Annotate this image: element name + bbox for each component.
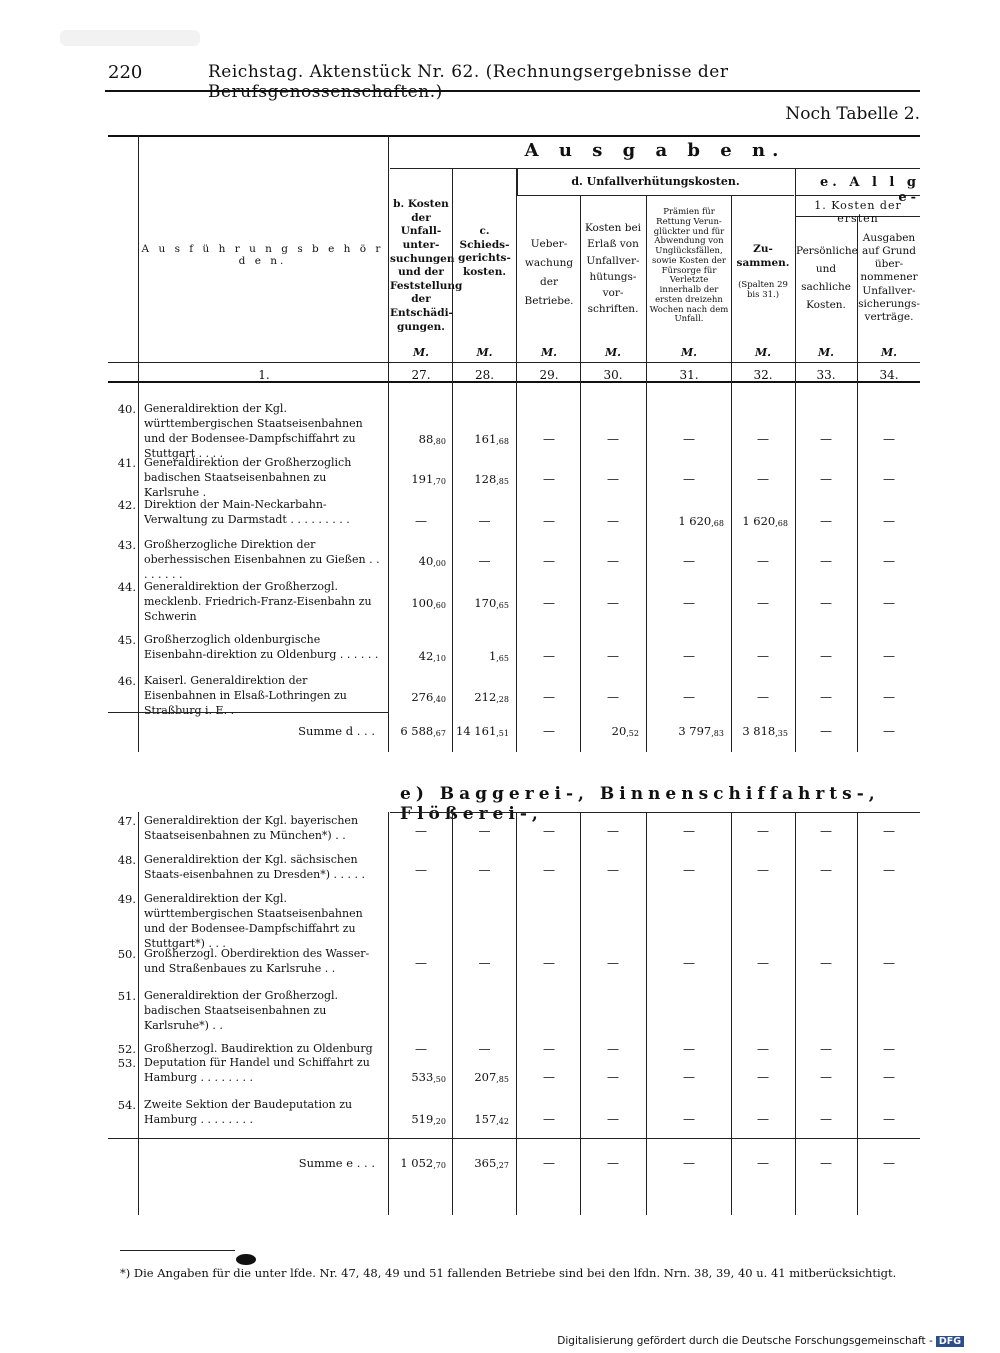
column-number: 30. (603, 368, 623, 382)
cell-27-decimals: ,60 (433, 601, 446, 610)
row-label: Generaldirektion der Großherzoglich badischen Staatseisenbahnen zu Karlsruhe . (144, 456, 352, 499)
row-label: Generaldirektion der Kgl. sächsischen Staats-eisenbahnen zu Dresden*) . . . . . (144, 853, 365, 881)
cell-28 (454, 1112, 509, 1126)
cell-27-value: 519 (411, 1112, 434, 1126)
cell-27-value: 42 (418, 649, 434, 663)
cell-27-decimals: ,80 (433, 437, 446, 446)
unit-mark: M. (680, 346, 697, 359)
cell-dash: — (757, 1042, 769, 1056)
cell-dash: — (683, 824, 695, 838)
cell-28-decimals: ,42 (496, 1117, 509, 1126)
summe-d-33-dash: — (820, 724, 832, 738)
rule-col-29 (580, 195, 581, 752)
summe-d-27 (390, 724, 446, 738)
row-number: 52. (117, 1042, 136, 1056)
rule-col-nr (138, 135, 139, 752)
summe-d-28-decimals: ,51 (496, 729, 509, 738)
cell-32-decimals: ,68 (775, 519, 788, 528)
cell-30-dash: — (607, 432, 619, 446)
cell-27-decimals: ,10 (433, 654, 446, 663)
row-number: 51. (117, 989, 136, 1003)
cell-28-value: 1 (488, 649, 497, 663)
cell-dash: — (757, 863, 769, 877)
rule-col-30 (646, 195, 647, 752)
col-33-heading: Persönliche und sachliche Kosten. (796, 245, 858, 311)
cell-27-decimals: ,20 (433, 1117, 446, 1126)
page-number: 220 (108, 62, 143, 83)
cell-29-dash: — (543, 649, 555, 663)
row-label: Generaldirektion der Großherzogl. badischen Staatseisenbahnen zu Karlsruhe*) . . (144, 989, 339, 1032)
rule-e-col-6 (731, 812, 732, 1215)
summe-e-dash: — (820, 1156, 832, 1170)
row-label: Generaldirektion der Großherzogl. mecklenb. Friedrich-Franz-Eisenbahn zu Schwerin (144, 580, 372, 623)
section-e-title: e) Baggerei-, Binnenschiffahrts-, Flößerei-, (400, 784, 880, 824)
rule-under-ausgaben (390, 168, 920, 169)
cell-29-dash: — (543, 690, 555, 704)
rule-above-summe-e (108, 1138, 920, 1139)
rule-above-summe-d (108, 712, 388, 713)
row-number: 43. (117, 538, 136, 552)
cell-31-dash: — (683, 649, 695, 663)
rule-e-col-5 (646, 812, 647, 1215)
summe-e-27 (390, 1156, 446, 1170)
cell-27-dash: — (415, 514, 427, 528)
cell-27-dash: — (415, 863, 427, 877)
cell-28 (454, 1070, 509, 1084)
cell-32 (732, 514, 788, 528)
cell-dash: — (820, 1070, 832, 1084)
cell-dash: — (883, 1112, 895, 1126)
cell-27 (390, 690, 446, 704)
cell-dash: — (820, 863, 832, 877)
cell-27 (390, 596, 446, 610)
col-32-heading: Zu-sammen. (736, 243, 790, 269)
table-top-rule (108, 135, 920, 137)
summe-d-label: Summe d . . . (298, 724, 375, 738)
row-number: 54. (117, 1098, 136, 1112)
summe-d-29-dash: — (543, 724, 555, 738)
cell-dash: — (757, 1112, 769, 1126)
cell-28-dash: — (478, 554, 491, 568)
summe-e-dash: — (607, 1156, 619, 1170)
summe-d-30-decimals: ,52 (626, 729, 639, 738)
cell-28-dash: — (478, 863, 491, 877)
row-number: 44. (117, 580, 136, 594)
rule-e-col-0 (138, 812, 139, 1215)
rule-e-col-2 (452, 812, 453, 1215)
cell-32-dash: — (757, 690, 769, 704)
cell-29-dash: — (543, 432, 555, 446)
cell-27-dash: — (415, 956, 427, 970)
cell-28 (454, 472, 509, 486)
cell-dash: — (820, 1112, 832, 1126)
col-31-heading: Prämien für Rettung Verun-glückter und für Abwendung von Unglücksfällen, sowie Kosten der Fürsorge für Verletzte innerhalb der ersten dreizehn Wochen nach dem Unfall. (649, 207, 729, 325)
cell-30-dash: — (607, 472, 619, 486)
summe-e-label: Summe e . . . (298, 1156, 375, 1170)
cell-28-decimals: ,85 (496, 477, 509, 486)
summe-d-30-value: 20 (611, 724, 627, 738)
cell-28-decimals: ,68 (496, 437, 509, 446)
row-label: Deputation für Handel und Schiffahrt zu Hamburg . . . . . . . . (144, 1056, 370, 1084)
rule-e-col-7 (795, 812, 796, 1215)
cell-31-dash: — (683, 432, 695, 446)
rule-e-col-4 (580, 812, 581, 1215)
scan-smudge (60, 30, 200, 46)
cell-dash: — (883, 956, 895, 970)
cell-28 (454, 596, 509, 610)
cell-27-dash: — (415, 824, 427, 838)
page-title: Reichstag. Aktenstück Nr. 62. (Rechnungsergebnisse der Berufsgenossenschaften.) (208, 62, 729, 102)
cell-27 (390, 1070, 446, 1084)
footnote: *) Die Angaben für die unter lfde. Nr. 47, 48, 49 und 51 fallenden Betriebe sind bei den lfdn. Nrn. 38, 39, 40 u. 41 mitberücksichtigt. (120, 1266, 897, 1280)
summe-d-28 (454, 724, 509, 738)
cell-31-decimals: ,68 (711, 519, 724, 528)
row-label: Generaldirektion der Kgl. württembergischen Staatseisenbahnen und der Bodensee-Dampfschiffahrt zu Stuttgart*) . . . (144, 892, 363, 950)
cell-33-dash: — (820, 514, 832, 528)
row-label: Zweite Sektion der Baudeputation zu Hamburg . . . . . . . . (144, 1098, 353, 1126)
row-label: Generaldirektion der Kgl. bayerischen Staatseisenbahnen zu München*) . . (144, 814, 359, 842)
cell-dash: — (683, 956, 695, 970)
rule-col-27 (452, 168, 453, 752)
unit-mark: M. (754, 346, 771, 359)
cell-28 (454, 649, 509, 663)
cell-27-value: 88 (418, 432, 434, 446)
cell-31-dash: — (683, 554, 695, 568)
summe-d-28-value: 14 161 (456, 724, 497, 738)
row-label: Direktion der Main-Neckarbahn-Verwaltung zu Darmstadt . . . . . . . . . (144, 498, 350, 526)
unit-mark: M. (476, 346, 493, 359)
cell-31-dash: — (683, 596, 695, 610)
row-label: Großherzoglich oldenburgische Eisenbahn-direktion zu Oldenburg . . . . . . (144, 633, 379, 661)
cell-dash: — (607, 824, 619, 838)
cell-30-dash: — (607, 649, 619, 663)
cell-31-dash: — (683, 690, 695, 704)
cell-dash: — (543, 1112, 555, 1126)
cell-27 (390, 472, 446, 486)
cell-28 (454, 432, 509, 446)
table-continuation: Noch Tabelle 2. (785, 104, 920, 124)
unit-mark: M. (412, 346, 429, 359)
rule-col-28 (516, 168, 517, 752)
summe-d-31-value: 3 797 (678, 724, 712, 738)
cell-dash: — (820, 956, 832, 970)
cell-dash: — (683, 1112, 695, 1126)
row-number: 42. (117, 498, 136, 512)
cell-33-dash: — (820, 690, 832, 704)
cell-dash: — (883, 1042, 895, 1056)
row-number: 47. (117, 814, 136, 828)
dfg-logo: DFG (936, 1336, 964, 1347)
cell-dash: — (543, 1042, 555, 1056)
cell-31-value: 1 620 (678, 514, 712, 528)
cell-dash: — (883, 824, 895, 838)
summe-e-28-value: 365 (474, 1156, 497, 1170)
col-29-heading: Ueber-wachung der Betriebe. (524, 238, 574, 307)
cell-27 (390, 649, 446, 663)
column-number: 31. (679, 368, 699, 382)
cell-dash: — (820, 824, 832, 838)
summe-e-28-decimals: ,27 (496, 1161, 509, 1170)
cell-dash: — (683, 863, 695, 877)
cell-28-value: 170 (474, 596, 497, 610)
cell-dash: — (820, 1042, 832, 1056)
cell-dash: — (607, 1070, 619, 1084)
cell-dash: — (607, 863, 619, 877)
cell-27-decimals: ,50 (433, 1075, 446, 1084)
summe-e-28 (454, 1156, 509, 1170)
header-rule (105, 90, 920, 92)
col-32-note: (Spalten 29 bis 31.) (738, 280, 788, 300)
summe-d-32-decimals: ,35 (775, 729, 788, 738)
cell-28-dash: — (478, 824, 491, 838)
cell-32-dash: — (757, 472, 769, 486)
cell-30-dash: — (607, 554, 619, 568)
column-number: 34. (879, 368, 899, 382)
cell-28-decimals: ,65 (496, 654, 509, 663)
group-d-heading: d. Unfallverhütungskosten. (571, 175, 740, 188)
cell-34-dash: — (883, 472, 895, 486)
cell-34-dash: — (883, 596, 895, 610)
row-label: Generaldirektion der Kgl. württembergischen Staatseisenbahnen und der Bodensee-Dampfschiffahrt zu Stuttgart . . . . (144, 402, 363, 460)
row-number: 50. (117, 947, 136, 961)
unit-mark: M. (817, 346, 834, 359)
summe-e-dash: — (883, 1156, 895, 1170)
row-number: 53. (117, 1056, 136, 1070)
col-34-heading: Ausgaben auf Grund über-nommener Unfallver-sicherungs-verträge. (858, 232, 920, 323)
cell-34-dash: — (883, 690, 895, 704)
cell-30-dash: — (607, 690, 619, 704)
column-number: 27. (411, 368, 431, 382)
cell-27-value: 533 (411, 1070, 434, 1084)
cell-32-dash: — (757, 596, 769, 610)
column-number: 28. (474, 368, 495, 382)
col-30-heading: Kosten bei Erlaß von Unfallver-hütungs-vor-schriften. (584, 222, 642, 316)
rule-col-33 (857, 216, 858, 752)
summe-e-dash: — (683, 1156, 695, 1170)
row-number: 45. (117, 633, 136, 647)
cell-27-value: 100 (411, 596, 434, 610)
cell-34-dash: — (883, 432, 895, 446)
rule-d-left (517, 168, 518, 195)
cell-29-dash: — (543, 514, 555, 528)
summe-d-32 (732, 724, 788, 738)
rule-under-section-e (390, 812, 920, 813)
rule-e-col-3 (516, 812, 517, 1215)
summe-d-27-decimals: ,67 (433, 729, 446, 738)
cell-30-dash: — (607, 596, 619, 610)
ausgaben-heading: A u s g a b e n. (524, 140, 786, 161)
cell-34-dash: — (883, 649, 895, 663)
rule-above-numbers (108, 362, 920, 363)
summe-d-34-dash: — (883, 724, 895, 738)
ausfuehrungsbehoerden-heading: A u s f ü h r u n g s b e h ö r d e n. (141, 243, 384, 267)
cell-29-dash: — (543, 596, 555, 610)
cell-27-decimals: ,70 (433, 477, 446, 486)
cell-28-value: 207 (474, 1070, 497, 1084)
cell-27-value: 276 (411, 690, 434, 704)
unit-mark: M. (540, 346, 557, 359)
cell-32-dash: — (757, 554, 769, 568)
summe-d-30 (581, 724, 639, 738)
summe-d-31 (648, 724, 724, 738)
cell-33-dash: — (820, 472, 832, 486)
rule-e-col-8 (857, 812, 858, 1215)
cell-34-dash: — (883, 514, 895, 528)
cell-33-dash: — (820, 596, 832, 610)
cell-33-dash: — (820, 432, 832, 446)
cell-dash: — (757, 956, 769, 970)
row-number: 48. (117, 853, 136, 867)
cell-27-value: 191 (411, 472, 434, 486)
cell-27-decimals: ,00 (433, 559, 446, 568)
unit-mark: M. (604, 346, 621, 359)
cell-dash: — (607, 1112, 619, 1126)
cell-dash: — (543, 863, 555, 877)
cell-27 (390, 554, 446, 568)
cell-27-value: 40 (418, 554, 434, 568)
cell-dash: — (607, 956, 619, 970)
cell-31-dash: — (683, 472, 695, 486)
cell-31 (648, 514, 724, 528)
rule-under-group-d (517, 195, 794, 196)
row-number: 49. (117, 892, 136, 906)
row-label: Großherzogl. Oberdirektion des Wasser- und Straßenbaues zu Karlsruhe . . (144, 947, 370, 975)
row-number: 41. (117, 456, 136, 470)
cell-28-value: 161 (474, 432, 497, 446)
cell-28-dash: — (478, 1042, 491, 1056)
cell-27 (390, 1112, 446, 1126)
summe-e-dash: — (543, 1156, 555, 1170)
cell-dash: — (683, 1070, 695, 1084)
cell-28-dash: — (478, 956, 491, 970)
row-number: 40. (117, 402, 136, 416)
cell-32-value: 1 620 (742, 514, 776, 528)
summe-d-32-value: 3 818 (742, 724, 776, 738)
cell-28 (454, 690, 509, 704)
summe-d-27-value: 6 588 (400, 724, 434, 738)
cell-27-decimals: ,40 (433, 695, 446, 704)
rule-e-col-1 (388, 812, 389, 1215)
footnote-rule (120, 1250, 235, 1251)
cell-dash: — (543, 956, 555, 970)
rule-col-32 (795, 168, 796, 752)
row-label: Kaiserl. Generaldirektion der Eisenbahnen in Elsaß-Lothringen zu Straßburg i. E. . (144, 674, 347, 717)
ink-blot (236, 1254, 256, 1265)
cell-34-dash: — (883, 554, 895, 568)
summe-e-27-decimals: ,70 (433, 1161, 446, 1170)
column-number: 29. (539, 368, 559, 382)
cell-30-dash: — (607, 514, 619, 528)
cell-28-value: 128 (474, 472, 497, 486)
cell-28-value: 212 (474, 690, 497, 704)
digitization-note: Digitalisierung gefördert durch die Deutsche Forschungsgemeinschaft - (557, 1335, 933, 1347)
cell-27-dash: — (415, 1042, 427, 1056)
summe-e-dash: — (757, 1156, 769, 1170)
group-e1-heading: 1. Kosten der ersten (814, 199, 902, 225)
cell-27 (390, 432, 446, 446)
cell-dash: — (757, 1070, 769, 1084)
row-label: Großherzogl. Baudirektion zu Oldenburg (144, 1042, 373, 1055)
cell-28-decimals: ,65 (496, 601, 509, 610)
col-b-heading: b. Kosten der Unfall-unter-suchungen und der Feststellung der Entschädi-gungen. (390, 198, 463, 333)
unit-mark: M. (880, 346, 897, 359)
rule-col-31 (731, 195, 732, 752)
cell-dash: — (757, 824, 769, 838)
summe-d-31-decimals: ,83 (711, 729, 724, 738)
summe-e-27-value: 1 052 (400, 1156, 434, 1170)
cell-28-decimals: ,85 (496, 1075, 509, 1084)
rule-col-label (388, 135, 389, 752)
cell-28-value: 157 (474, 1112, 497, 1126)
column-number: 1. (258, 368, 270, 382)
row-label: Großherzogliche Direktion der oberhessischen Eisenbahnen zu Gießen . . . . . . . . (144, 538, 380, 581)
cell-29-dash: — (543, 554, 555, 568)
cell-dash: — (683, 1042, 695, 1056)
cell-dash: — (883, 1070, 895, 1084)
cell-28-dash: — (478, 514, 491, 528)
cell-28-decimals: ,28 (496, 695, 509, 704)
col-c-heading: c. Schieds-gerichts-kosten. (458, 225, 511, 278)
cell-dash: — (543, 1070, 555, 1084)
cell-29-dash: — (543, 472, 555, 486)
cell-dash: — (543, 824, 555, 838)
page-header (108, 58, 920, 102)
cell-dash: — (883, 863, 895, 877)
cell-32-dash: — (757, 649, 769, 663)
column-number: 33. (816, 368, 836, 382)
cell-33-dash: — (820, 554, 832, 568)
row-number: 46. (117, 674, 136, 688)
dfg-credit (557, 1335, 964, 1347)
cell-32-dash: — (757, 432, 769, 446)
group-e-heading: e. A l l g e- (820, 175, 920, 205)
cell-dash: — (607, 1042, 619, 1056)
column-number: 32. (753, 368, 773, 382)
cell-33-dash: — (820, 649, 832, 663)
